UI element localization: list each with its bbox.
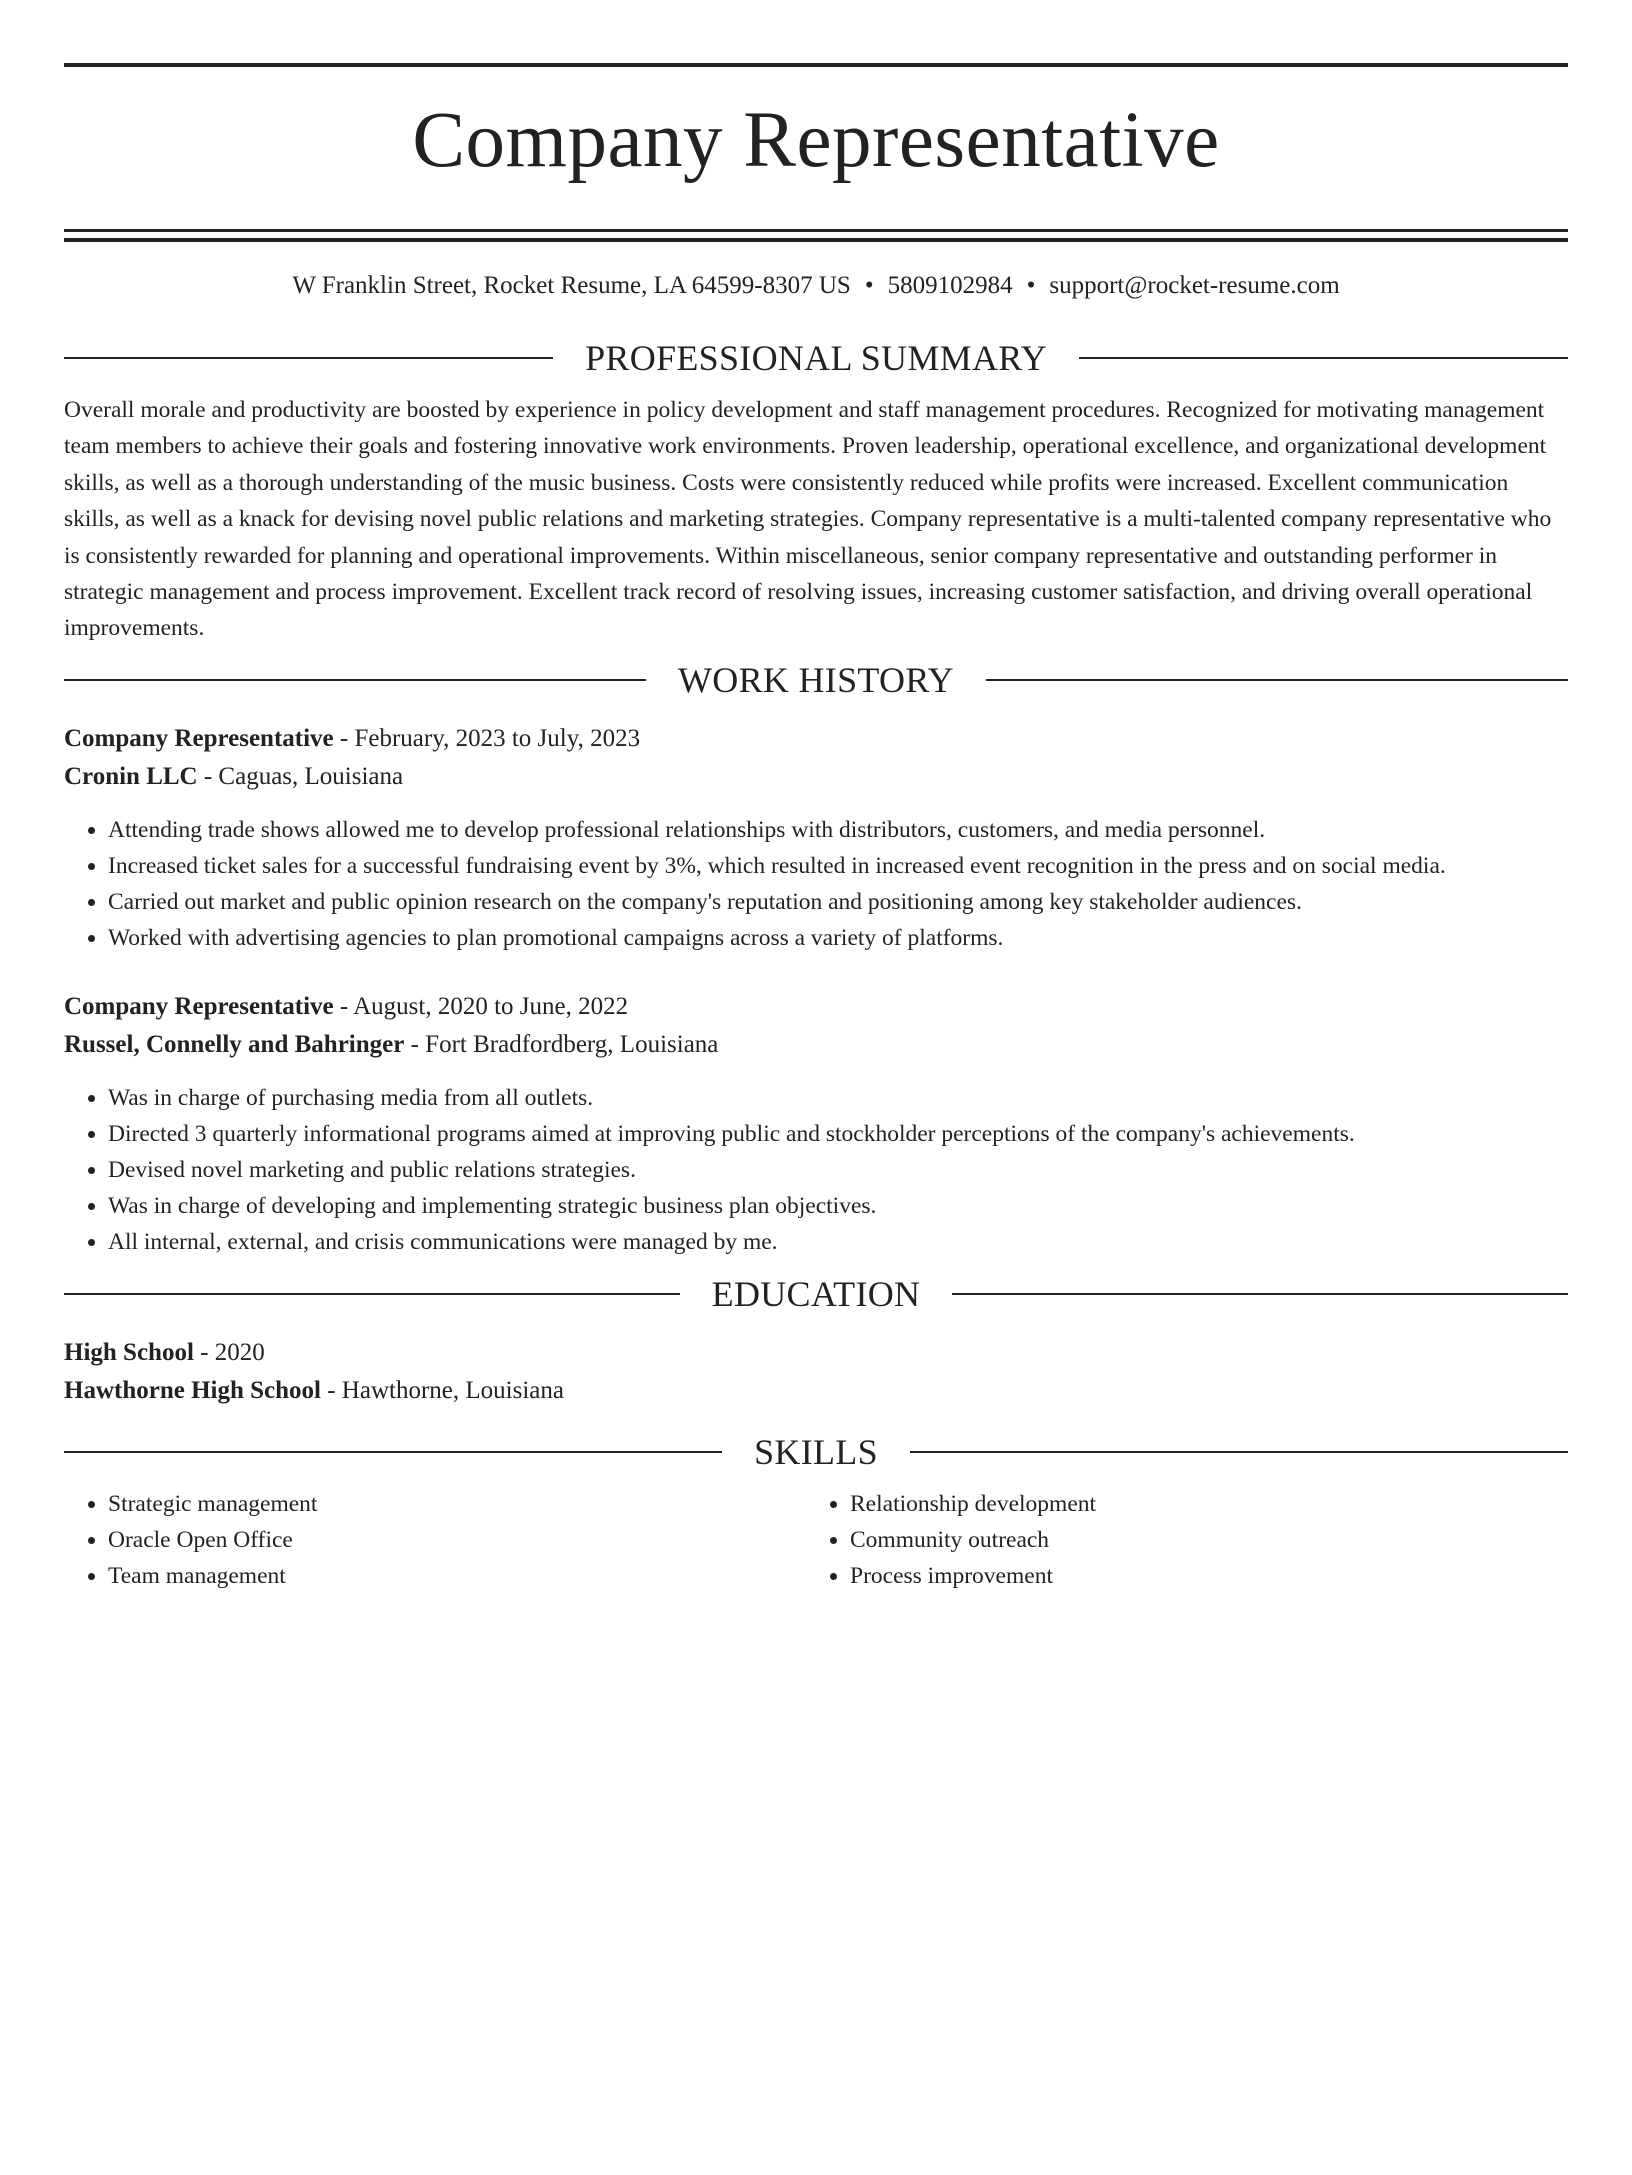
skills-grid	[64, 1486, 1568, 1594]
skill-item: • Relationship development	[850, 1486, 1548, 1522]
job-company: Cronin LLC	[64, 762, 198, 790]
job-bullets	[64, 1080, 1568, 1260]
work-section-heading	[64, 658, 1568, 702]
school-line	[64, 1372, 1568, 1410]
skills-list	[64, 1486, 806, 1594]
heading-rule-right	[952, 1293, 1568, 1295]
skill-item: • Team management	[108, 1558, 806, 1594]
education-section-heading	[64, 1272, 1568, 1316]
education-heading: EDUCATION	[711, 1273, 921, 1314]
job-location: - Caguas, Louisiana	[197, 762, 404, 790]
job-company: Russel, Connelly and Bahringer	[64, 1030, 405, 1058]
job-company-line	[64, 1026, 1568, 1064]
job-title: Company Representative	[64, 724, 334, 752]
candidate-name: Company Representative	[412, 97, 1220, 184]
heading-rule-left	[64, 679, 646, 681]
contact-separator: •	[1026, 272, 1036, 299]
heading-rule-right	[1079, 357, 1568, 359]
job-bullet: • Directed 3 quarterly informational programs aimed at improving public and stockholder perceptions of the company's achievements.	[108, 1116, 1568, 1152]
job-bullet: • Attending trade shows allowed me to develop professional relationships with distributors, customers, and media personnel.	[108, 812, 1568, 848]
contact-line	[64, 269, 1568, 303]
school-name: Hawthorne High School	[64, 1376, 321, 1404]
name-divider-lower	[64, 238, 1568, 242]
skills-heading: SKILLS	[754, 1431, 878, 1472]
skills-column-left	[64, 1486, 806, 1594]
summary-heading: PROFESSIONAL SUMMARY	[585, 338, 1047, 378]
education-entry	[64, 1334, 1568, 1410]
job-entry	[64, 720, 1568, 956]
job-title: Company Representative	[64, 992, 334, 1020]
job-bullets	[64, 812, 1568, 956]
job-location: - Fort Bradfordberg, Louisiana	[404, 1030, 719, 1058]
skills-column-right	[806, 1486, 1548, 1594]
heading-rule-left	[64, 1451, 722, 1453]
job-dates: - February, 2023 to July, 2023	[333, 724, 641, 752]
heading-rule-left	[64, 1293, 680, 1295]
work-heading: WORK HISTORY	[678, 659, 954, 700]
contact-phone: 5809102984	[887, 272, 1013, 299]
graduation-year: - 2020	[193, 1338, 265, 1366]
heading-rule-right	[986, 679, 1568, 681]
job-title-line	[64, 720, 1568, 758]
job-entry	[64, 988, 1568, 1260]
school-location: - Hawthorne, Louisiana	[320, 1376, 564, 1404]
skill-item: • Process improvement	[850, 1558, 1548, 1594]
job-bullet: • Devised novel marketing and public relations strategies.	[108, 1152, 1568, 1188]
contact-email: support@rocket-resume.com	[1049, 272, 1340, 299]
top-divider	[64, 63, 1568, 67]
job-bullet: • Worked with advertising agencies to plan promotional campaigns across a variety of platforms.	[108, 920, 1568, 956]
job-dates: - August, 2020 to June, 2022	[333, 992, 629, 1020]
job-title-line	[64, 988, 1568, 1026]
summary-text: Overall morale and productivity are boosted by experience in policy development and staff management procedures. Recognized for motivating management team members to achieve their goals and fostering innovative work environments. Proven leadership, operational excellence, and organizational development skills, as well as a thorough understanding of the music business. Costs were consistently reduced while profits were increased. Excellent communication skills, as well as a knack for devising novel public relations and marketing strategies. Company representative is a multi-talented company representative who is consistently rewarded for planning and operational improvements. Within miscellaneous, senior company representative and outstanding performer in strategic management and process improvement. Excellent track record of resolving issues, increasing customer satisfaction, and driving overall operational improvements.	[64, 397, 1552, 642]
summary-section-heading	[64, 336, 1568, 380]
heading-rule-right	[910, 1451, 1568, 1453]
skill-item: • Oracle Open Office	[108, 1522, 806, 1558]
contact-separator: •	[864, 272, 874, 299]
name-divider-upper	[64, 229, 1568, 232]
skills-section-heading	[64, 1430, 1568, 1474]
degree: High School	[64, 1338, 194, 1366]
skills-list	[806, 1486, 1548, 1594]
skill-item: • Strategic management	[108, 1486, 806, 1522]
job-bullet: • Was in charge of developing and implementing strategic business plan objectives.	[108, 1188, 1568, 1224]
job-bullet: • Increased ticket sales for a successful fundraising event by 3%, which resulted in increased event recognition in the press and on social media.	[108, 848, 1568, 884]
contact-address: W Franklin Street, Rocket Resume, LA 64599-8307 US	[292, 272, 851, 299]
job-company-line	[64, 758, 1568, 796]
resume-page	[0, 63, 1632, 2175]
degree-line	[64, 1334, 1568, 1372]
heading-rule-left	[64, 357, 553, 359]
job-bullet: • Carried out market and public opinion research on the company's reputation and positioning among key stakeholder audiences.	[108, 884, 1568, 920]
job-bullet: • All internal, external, and crisis communications were managed by me.	[108, 1224, 1568, 1260]
job-bullet: • Was in charge of purchasing media from all outlets.	[108, 1080, 1568, 1116]
skill-item: • Community outreach	[850, 1522, 1548, 1558]
